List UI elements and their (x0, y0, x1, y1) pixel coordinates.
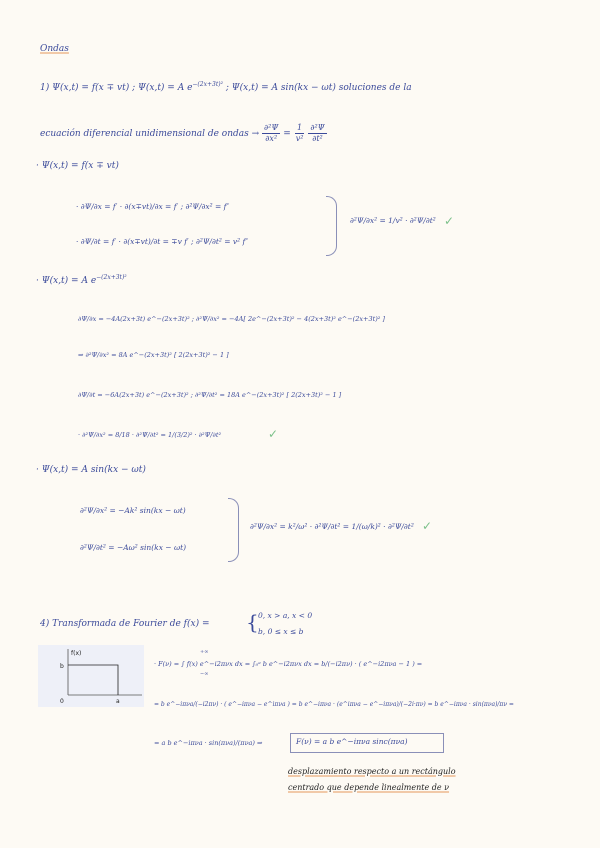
page-title: Ondas (40, 44, 69, 54)
graph-b-label: b (60, 663, 64, 670)
problem-1-line-2-text: ecuación diferencial unidimensional de ondas → (40, 129, 260, 139)
problem-1-heading (40, 82, 412, 94)
wave-eq-rhs-den: ∂t² (312, 134, 323, 143)
graph-a-label: a (116, 698, 120, 705)
section-2-row-1: ∂Ψ/∂x = −4A(2x+3t) e^−(2x+3t)² ; ∂²Ψ/∂x² = −4A[ 2e^−(2x+3t)² − 4(2x+3t)² e^−(2x+3t)² ] (78, 315, 385, 323)
wave-eq-lhs-num: ∂²Ψ (264, 123, 279, 132)
wave-eq-coef-den: v² (295, 134, 304, 143)
section-2-row-4: · ∂²Ψ/∂x² = 8/18 · ∂²Ψ/∂t² = 1/(3/2)² · ∂²Ψ/∂t² (78, 431, 222, 439)
fourier-lim-bot: −∞ (200, 671, 209, 677)
problem-1-heading-exponent: −(2x+3t)² (192, 81, 223, 88)
wave-eq-equals: = (283, 129, 291, 139)
graph-y-label: f(x) (71, 650, 82, 657)
wave-eq-rhs-num: ∂²Ψ (310, 123, 325, 132)
wave-eq-coef-num: 1 (297, 123, 303, 132)
fourier-eq-1: · F(ν) = ∫ f(x) e^−i2πνx dx = ∫₀ᵃ b e^−i2πνx dx = b/(−i2πν) · ( e^−i2πνa − 1 ) = (154, 660, 423, 668)
section-3-brace (228, 498, 239, 562)
fourier-result: F(ν) = a b e^−iπνa sinc(πνa) (296, 737, 408, 746)
check-mark-icon: ✓ (268, 427, 279, 441)
section-2-row-2: ⇒ ∂²Ψ/∂x² = 8A e^−(2x+3t)² [ 2(2x+3t)² − 1 ] (78, 351, 229, 359)
wave-eq-lhs-den: ∂x² (265, 134, 278, 143)
graph-background (38, 645, 144, 707)
check-mark-icon: ✓ (422, 519, 433, 533)
problem-1-heading-text: 1) Ψ(x,t) = f(x ∓ vt) ; Ψ(x,t) = A e (40, 83, 193, 93)
note-line-1: desplazamiento respecto a un rectángulo (288, 767, 456, 776)
problem-4-heading: 4) Transformada de Fourier de f(x) = (40, 619, 210, 629)
section-3-row-1: ∂²Ψ/∂x² = −Ak² sin(kx − ωt) (80, 506, 186, 515)
piecewise-case-2: b, 0 ≤ x ≤ b (258, 627, 304, 636)
section-1-label: · Ψ(x,t) = f(x ∓ vt) (36, 161, 119, 171)
rect-function-graph (38, 645, 144, 707)
wave-eq-lhs (262, 124, 280, 143)
section-2-label-text: · Ψ(x,t) = A e (36, 276, 97, 286)
graph-origin-label: 0 (60, 698, 64, 705)
check-mark-icon: ✓ (444, 214, 455, 228)
section-1-result: ∂²Ψ/∂x² = 1/v² · ∂²Ψ/∂t² (350, 216, 436, 225)
piecewise-case-1: 0, x > a, x < 0 (258, 611, 313, 620)
section-3-label: · Ψ(x,t) = A sin(kx − ωt) (36, 465, 146, 475)
fourier-eq-2: = b e^−iπνa/(−i2πν) · ( e^−iπνa − e^iπνa ) = b e^−iπνa · (e^iπνa − e^−iπνa)/(−2i·πν) = b e^−iπνa · sin(πνa)/πν = (154, 701, 514, 708)
problem-1-line-2 (40, 124, 327, 143)
piecewise-brace: { (246, 610, 259, 634)
section-2-row-3: ∂Ψ/∂t = −6A(2x+3t) e^−(2x+3t)² ; ∂²Ψ/∂t² = 18A e^−(2x+3t)² [ 2(2x+3t)² − 1 ] (78, 391, 342, 399)
problem-1-heading-rest: ; Ψ(x,t) = A sin(kx − ωt) soluciones de la (222, 83, 412, 93)
wave-eq-rhs (308, 124, 326, 143)
section-1-brace (326, 196, 337, 256)
section-1-row-1: · ∂Ψ/∂x = f′ · ∂(x∓vt)/∂x = f′ ; ∂²Ψ/∂x² = f″ (76, 202, 230, 211)
wave-eq-coef (294, 124, 306, 143)
section-3-result: ∂²Ψ/∂x² = k²/ω² · ∂²Ψ/∂t² = 1/(ω/k)² · ∂²Ψ/∂t² (250, 522, 414, 531)
note-line-2: centrado que depende linealmente de ν (288, 783, 450, 792)
section-2-label-exponent: −(2x+3t)² (96, 274, 127, 281)
section-3-row-2: ∂²Ψ/∂t² = −Aω² sin(kx − ωt) (80, 543, 187, 552)
section-2-label (36, 275, 127, 287)
fourier-eq-3: = a b e^−iπνa · sin(πνa)/(πνa) ⇒ (154, 739, 263, 747)
section-1-row-2: · ∂Ψ/∂t = f′ · ∂(x∓vt)/∂t = ∓v f′ ; ∂²Ψ/∂t² = v² f″ (76, 237, 249, 246)
fourier-lim-top: +∞ (200, 649, 209, 655)
